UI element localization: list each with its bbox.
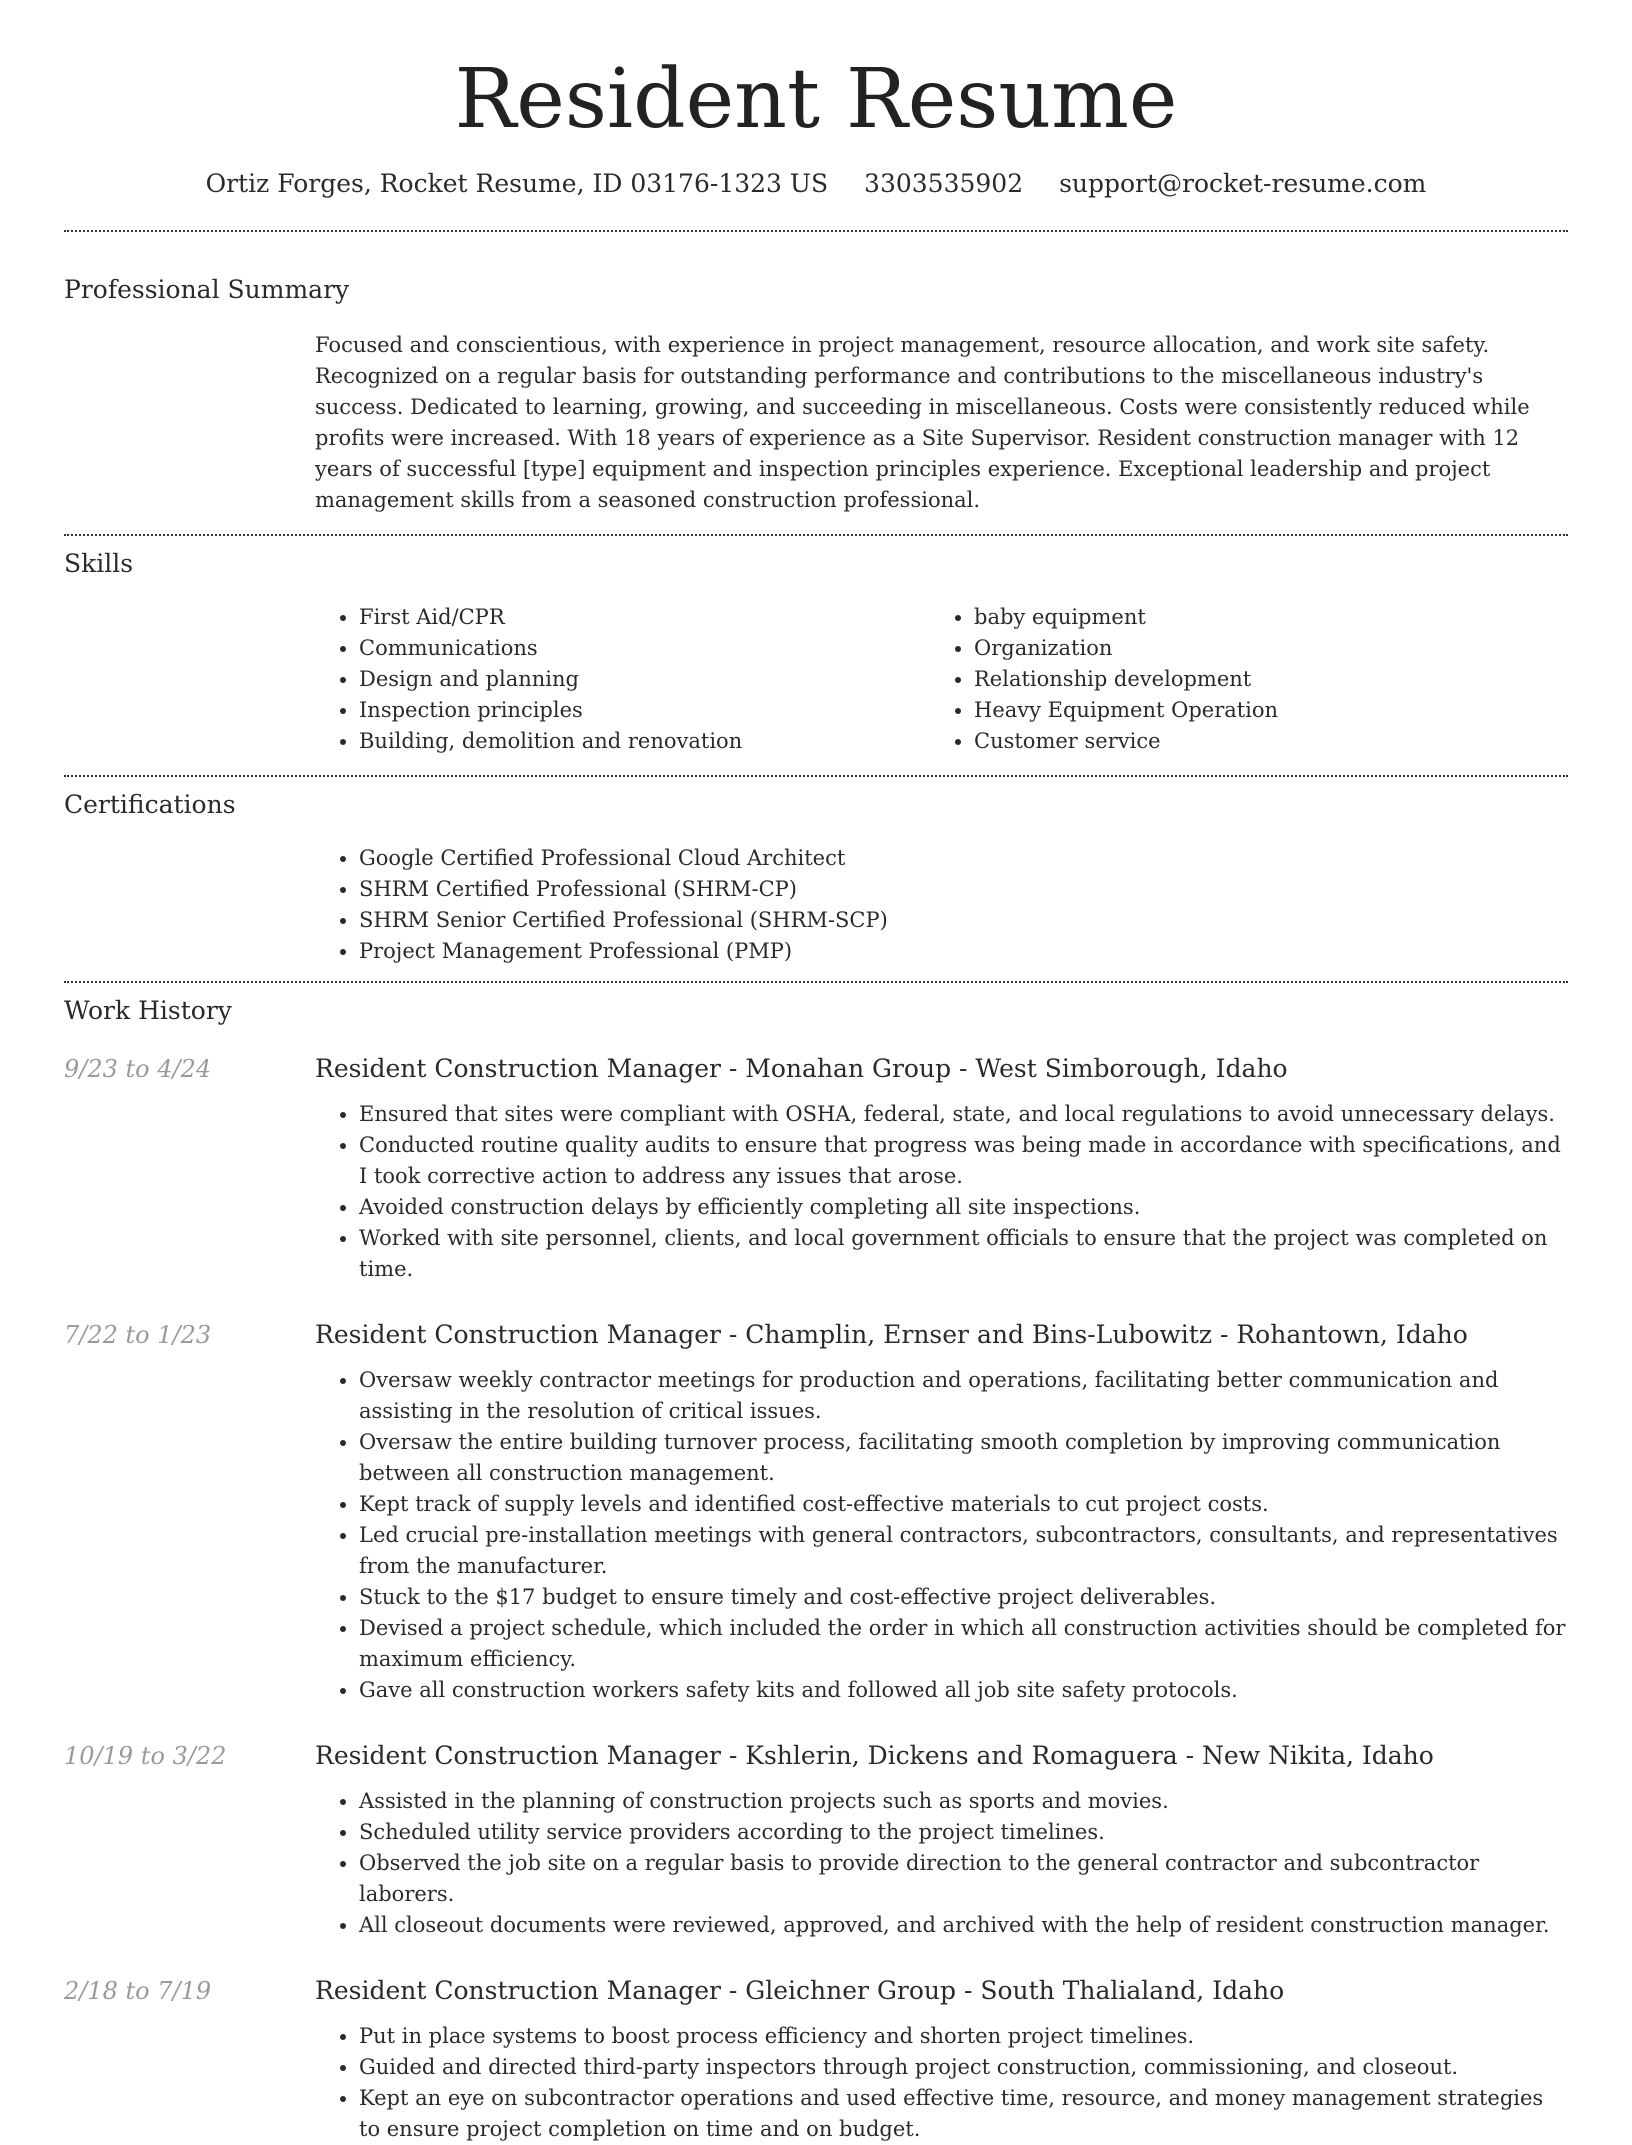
job-bullet-list [315, 1365, 1568, 1706]
skill-item: • Design and planning [359, 664, 930, 695]
section-divider [64, 981, 1568, 983]
job-title: Resident Construction Manager - Champlin, Ernser and Bins-Lubowitz - Rohantown, Idaho [315, 1320, 1468, 1349]
skill-item: • Inspection principles [359, 695, 930, 726]
certifications-section [64, 789, 1568, 967]
certification-item: • Google Certified Professional Cloud Architect [359, 843, 1568, 874]
skills-grid [315, 602, 1568, 757]
skills-column-right [930, 602, 1545, 757]
job-bullet: • Worked with site personnel, clients, and local government officials to ensure that the project was completed on time. [359, 1223, 1568, 1285]
skill-item: • baby equipment [974, 602, 1545, 633]
job-bullet: • Oversaw the entire building turnover process, facilitating smooth completion by improving communication between all construction management. [359, 1427, 1568, 1489]
job-bullet: • Avoided construction delays by efficiently completing all site inspections. [359, 1192, 1568, 1223]
job-bullet: • Ensured that sites were compliant with OSHA, federal, state, and local regulations to avoid unnecessary delays. [359, 1099, 1568, 1130]
job-title: Resident Construction Manager - Gleichner Group - South Thalialand, Idaho [315, 1976, 1285, 2005]
skill-item: • Communications [359, 633, 930, 664]
job-title: Resident Construction Manager - Kshlerin, Dickens and Romaguera - New Nikita, Idaho [315, 1741, 1434, 1770]
summary-section [64, 274, 1568, 516]
skill-item: • Building, demolition and renovation [359, 726, 930, 757]
job-bullet: • Conducted routine quality audits to ensure that progress was being made in accordance with specifications, and I took corrective action to address any issues that arose. [359, 1130, 1568, 1192]
job-bullet: • Assisted in the planning of construction projects such as sports and movies. [359, 1786, 1568, 1817]
job-dates: 2/18 to 7/19 [64, 1977, 212, 2005]
contact-email[interactable]: support@rocket-resume.com [1059, 169, 1427, 198]
job-details [315, 1975, 1568, 2145]
job-bullet-list [315, 1786, 1568, 1941]
job-dates: 9/23 to 4/24 [64, 1055, 212, 1083]
skill-item: • First Aid/CPR [359, 602, 930, 633]
section-divider [64, 775, 1568, 777]
skills-column-left [315, 602, 930, 757]
job-bullet: • Devised a project schedule, which included the order in which all construction activities should be completed for maximum efficiency. [359, 1613, 1568, 1675]
job-bullet: • Put in place systems to boost process efficiency and shorten project timelines. [359, 2021, 1568, 2052]
job-bullet-list [315, 2021, 1568, 2145]
section-divider [64, 230, 1568, 232]
job-bullet: • Kept track of supply levels and identified cost-effective materials to cut project costs. [359, 1489, 1568, 1520]
skill-item: • Customer service [974, 726, 1545, 757]
job-bullet: • Gave all construction workers safety kits and followed all job site safety protocols. [359, 1675, 1568, 1706]
contact-address: Ortiz Forges, Rocket Resume, ID 03176-1323 US [205, 169, 829, 198]
work-history-section [64, 995, 1568, 2145]
certifications-heading: Certifications [64, 790, 236, 819]
skills-section [64, 548, 1568, 757]
job-entry [64, 1319, 1568, 1706]
job-bullet: • Oversaw weekly contractor meetings for production and operations, facilitating better communication and assisting in the resolution of critical issues. [359, 1365, 1568, 1427]
job-details [315, 1740, 1568, 1941]
job-bullet: • Observed the job site on a regular basis to provide direction to the general contractor and subcontractor laborers. [359, 1848, 1568, 1910]
job-bullet: • Led crucial pre-installation meetings with general contractors, subcontractors, consultants, and representatives from the manufacturer. [359, 1520, 1568, 1582]
job-bullet: • All closeout documents were reviewed, approved, and archived with the help of resident construction manager. [359, 1910, 1568, 1941]
job-entry [64, 1975, 1568, 2145]
job-dates: 7/22 to 1/23 [64, 1321, 212, 1349]
job-title: Resident Construction Manager - Monahan Group - West Simborough, Idaho [315, 1054, 1288, 1083]
summary-text: Focused and conscientious, with experience in project management, resource allocation, and work site safety. Recognized on a regular basis for outstanding performance and contributions to the miscellaneous industry's success. Dedicated to learning, growing, and succeeding in miscellaneous. Costs were consistently reduced while profits were increased. With 18 years of experience as a Site Supervisor. Resident construction manager with 12 years of successful [type] equipment and inspection principles experience. Exceptional leadership and project management skills from a seasoned construction professional. [315, 333, 1530, 512]
job-details [315, 1319, 1568, 1706]
resume-page [64, 0, 1568, 2145]
skill-item: • Organization [974, 633, 1545, 664]
work-history-heading: Work History [64, 996, 232, 1025]
job-bullet: • Guided and directed third-party inspectors through project construction, commissioning, and closeout. [359, 2052, 1568, 2083]
section-divider [64, 534, 1568, 536]
certifications-list [315, 843, 1568, 967]
certification-item: • SHRM Certified Professional (SHRM-CP) [359, 874, 1568, 905]
skill-item: • Heavy Equipment Operation [974, 695, 1545, 726]
contact-line [64, 168, 1568, 200]
resume-name: Resident Resume [454, 52, 1178, 147]
certification-item: • SHRM Senior Certified Professional (SHRM-SCP) [359, 905, 1568, 936]
job-dates: 10/19 to 3/22 [64, 1742, 227, 1770]
job-entry [64, 1053, 1568, 1285]
skills-heading: Skills [64, 549, 134, 578]
skill-item: • Relationship development [974, 664, 1545, 695]
job-entry [64, 1740, 1568, 1941]
job-bullet: • Stuck to the $17 budget to ensure timely and cost-effective project deliverables. [359, 1582, 1568, 1613]
job-details [315, 1053, 1568, 1285]
job-bullet: • Kept an eye on subcontractor operations and used effective time, resource, and money management strategies to ensure project completion on time and on budget. [359, 2083, 1568, 2145]
job-bullet: • Scheduled utility service providers according to the project timelines. [359, 1817, 1568, 1848]
contact-phone: 3303535902 [864, 169, 1024, 198]
job-bullet-list [315, 1099, 1568, 1285]
summary-heading: Professional Summary [64, 275, 350, 304]
certification-item: • Project Management Professional (PMP) [359, 936, 1568, 967]
